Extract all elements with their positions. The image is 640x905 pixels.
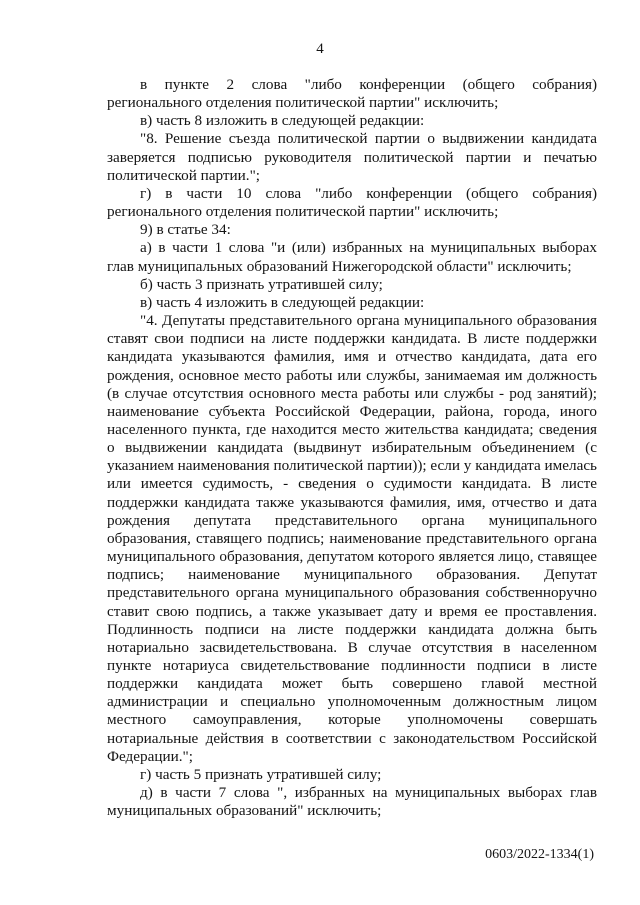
paragraph-part-4-intro: в) часть 4 изложить в следующей редакции: [140,293,425,311]
paragraph-article-34-heading: 9) в статье 34: [140,221,231,239]
paragraph-part-5-repeal: г) часть 5 признать утратившей силу; [140,765,382,783]
paragraph-part-3-repeal: б) часть 3 признать утратившей силу; [140,275,383,293]
page-number: 4 [316,41,324,57]
document-code: 0603/2022-1334(1) [485,847,594,862]
paragraph-part-4-text: "4. Депутаты представительного органа муниципального образования ставят свои подписи на листе поддержки кандидата. В листе поддержки кандидата указываются фамилия, имя и отчество кандидата, дата его рождения, основное место работы или службы, занимаемая им должность (в случае отсутствия основного места работы или службы - род занятий); наименование субъекта Российской Федерации, района, города, иного населенного пункта, где находится место жительства кандидата; сведения о выдвижении кандидата (выдвинут избирательным объединением (с указанием наименования политической партии)); если у кандидата имелась или имеется судимость, - сведения о судимости кандидата. В листе поддержки кандидата также указываются фамилия, имя, отчество и дата рождения депутата представительного органа муниципального образования, ставящего подпись; наименование представительного органа муниципального образования, депутатом которого является лицо, ставящее подпись; наименование муниципального образования. Депутат представительного органа муниципального образования собственноручно ставит свою подпись, а также указывает дату и время ее проставления. Подлинность подписи на листе поддержки кандидата должна быть нотариально засвидетельствована. В случае отсутствия в населенном пункте нотариуса свидетельствование подлинности подписи в листе поддержки кандидата может быть совершено главой местной администрации и специально уполномоченным должностным лицом местного самоуправления, которые уполномочены совершать нотариальные действия в соответствии с законодательством Российской Федерации."; [107,312,597,765]
paragraph-part-7-amendment: д) в части 7 слова ", избранных на муниципальных выборах глав муниципальных образований" исключить; [107,784,597,820]
paragraph-part-8-intro: в) часть 8 изложить в следующей редакции: [140,112,425,130]
paragraph-part-10-amendment: г) в части 10 слова "либо конференции (общего собрания) регионального отделения политической партии" исключить; [107,184,597,221]
paragraph-item-2-amendment: в пункте 2 слова "либо конференции (общего собрания) регионального отделения политической партии" исключить; [107,76,597,112]
document-body [107,76,597,820]
paragraph-part-1-amendment: а) в части 1 слова "и (или) избранных на муниципальных выборах глав муниципальных образований Нижегородской области" исключить; [107,239,597,275]
paragraph-part-8-text: "8. Решение съезда политической партии о выдвижении кандидата заверяется подписью руководителя политической партии и печатью политической партии."; [107,130,597,184]
